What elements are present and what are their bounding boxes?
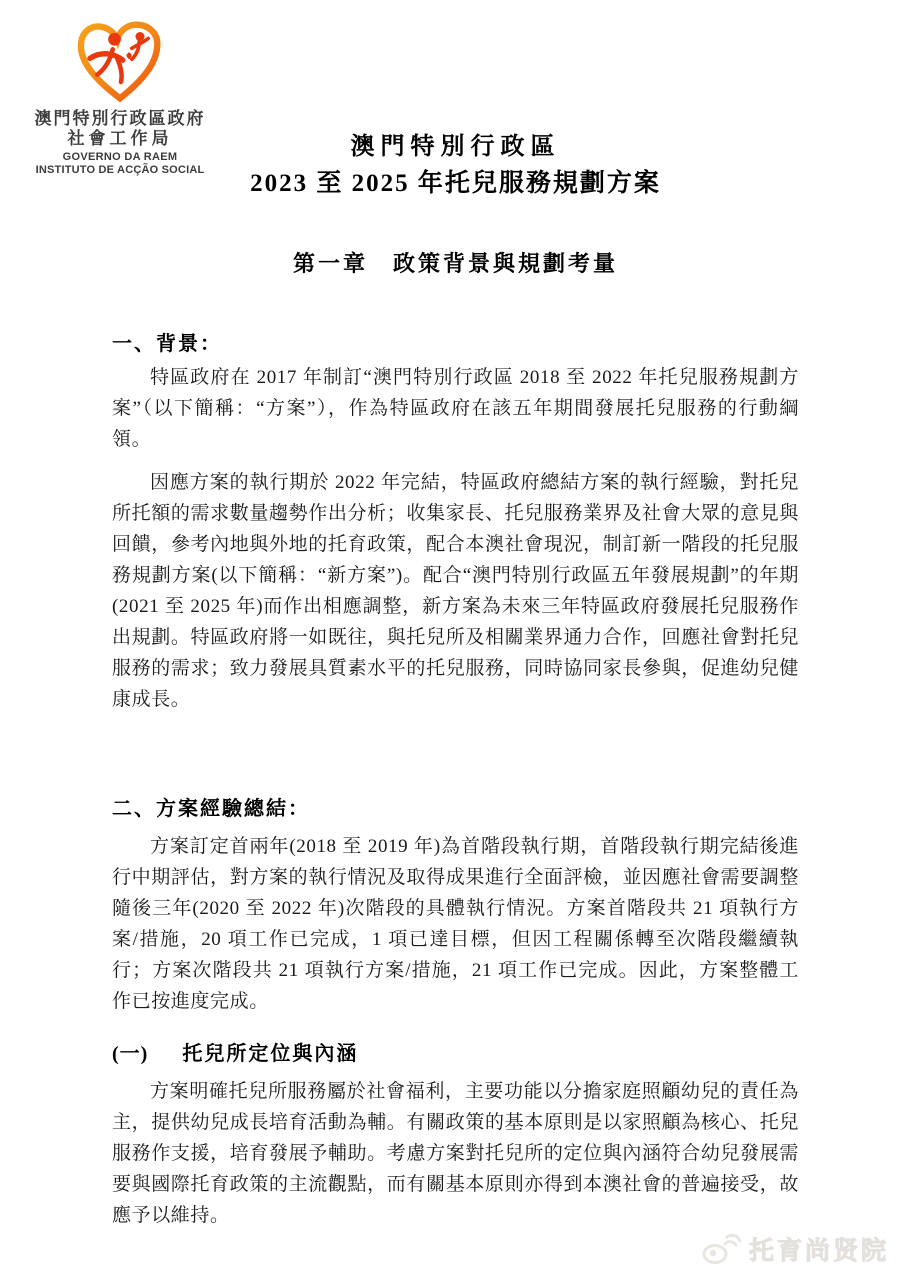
watermark xyxy=(700,1231,889,1267)
ias-heart-logo-icon xyxy=(70,18,170,106)
weibo-icon xyxy=(700,1232,742,1266)
subsection-1-paragraph-1: 方案明確托兒所服務屬於社會福利，主要功能以分擔家庭照顧幼兒的責任為主，提供幼兒成長培育活動為輔。有關政策的基本原則是以家照顧為核心、托兒服務作支援，培育發展予輔助。考慮方案對托兒所的定位與內涵符合幼兒發展需要與國際托育政策的主流觀點，而有關基本原則亦得到本澳社會的普遍接受，故應予以維持。 xyxy=(112,1081,799,1226)
document-title-line1: 澳門特別行政區 xyxy=(350,134,561,160)
subsection-1-label: 托兒所定位與內涵 xyxy=(182,1043,359,1065)
chapter-heading: 第一章 政策背景與規劃考量 xyxy=(292,251,618,276)
agency-name-zh-line2: 社會工作局 xyxy=(67,129,173,148)
agency-name-zh-line1: 澳門特別行政區政府 xyxy=(34,109,206,128)
subsection-1-heading xyxy=(112,1037,358,1066)
agency-name-pt-line2: INSTITUTO DE ACÇÃO SOCIAL xyxy=(35,164,205,176)
watermark-text: 托育尚贤院 xyxy=(748,1237,889,1265)
agency-name-pt-line1: GOVERNO DA RAEM xyxy=(62,151,178,163)
document-title xyxy=(0,130,911,204)
subsection-1-number: (一) xyxy=(112,1043,149,1065)
section-1-paragraph-1: 特區政府在 2017 年制訂“澳門特別行政區 2018 至 2022 年托兒服務規劃方案”（以下簡稱：“方案”），作為特區政府在該五年期間發展托兒服務的行動綱領。 xyxy=(112,367,799,450)
section-1-heading: 一、背景： xyxy=(112,333,222,355)
section-2-paragraph-1: 方案訂定首兩年(2018 至 2019 年)為首階段執行期，首階段執行期完結後進行中期評估，對方案的執行情況及取得成果進行全面評檢，並因應社會需要調整隨後三年(2020 至 2022 年)次階段的具體執行情況。方案首階段共 21 項執行方案/措施，20 項工作已完成，1 項已達目標，但因工程關係轉至次階段繼續執行；方案次階段共 21 項執行方案/措施，21 項工作已完成。因此，方案整體工作已按進度完成。 xyxy=(112,836,799,1012)
document-title-line2: 2023 至 2025 年托兒服務規劃方案 xyxy=(250,170,661,197)
section-2-heading: 二、方案經驗總結： xyxy=(112,798,310,820)
section-1-paragraph-2: 因應方案的執行期於 2022 年完結，特區政府總結方案的執行經驗，對托兒所托額的需求數量趨勢作出分析；收集家長、托兒服務業界及社會大眾的意見與回饋，參考內地與外地的托育政策，配合本澳社會現況，制訂新一階段的托兒服務規劃方案(以下簡稱：“新方案”)。配合“澳門特別行政區五年發展規劃”的年期(2021 至 2025 年)而作出相應調整，新方案為未來三年特區政府發展托兒服務作出規劃。特區政府將一如既往，與托兒所及相關業界通力合作，回應社會對托兒服務的需求；致力發展具質素水平的托兒服務，同時協同家長參與，促進幼兒健康成長。 xyxy=(112,472,799,710)
